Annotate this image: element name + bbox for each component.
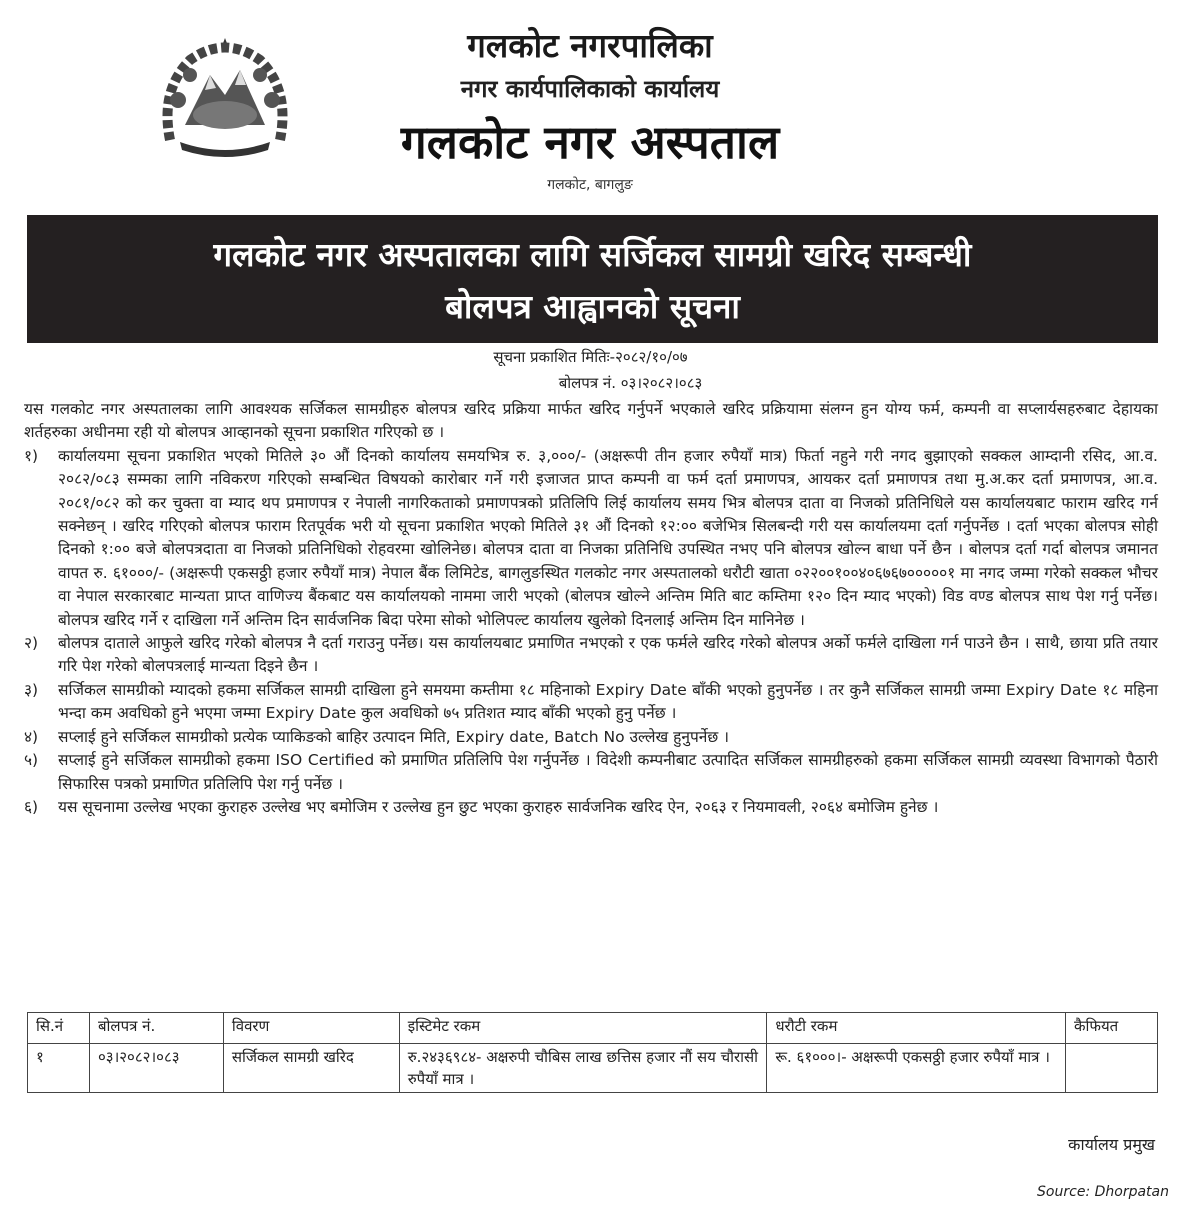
published-date: सूचना प्रकाशित मितिः-२०८२/१०/०७ xyxy=(493,348,688,366)
table-header-row xyxy=(28,1013,1158,1044)
list-item xyxy=(24,796,1158,819)
office-name: नगर कार्यपालिकाको कार्यालय xyxy=(460,75,720,103)
column-header: बोलपत्र नं. xyxy=(89,1013,223,1044)
municipality-name: गलकोट नगरपालिका xyxy=(467,26,713,65)
signatory-title: कार्यालय प्रमुख xyxy=(1068,1135,1155,1154)
address: गलकोट, बागलुङ xyxy=(547,177,633,193)
column-header: इस्टिमेट रकम xyxy=(399,1013,767,1044)
item-text: यस सूचनामा उल्लेख भएका कुराहरु उल्लेख भए बमोजिम र उल्लेख हुन छुट भएका कुराहरु सार्वजनिक खरिद ऐन, २०६३ र नियमावली, २०६४ बमोजिम हुनेछ । xyxy=(58,797,939,816)
list-item xyxy=(24,749,1158,796)
table-row xyxy=(28,1044,1158,1093)
column-header: धरौटी रकम xyxy=(767,1013,1066,1044)
notice-title-line2: बोलपत्र आह्वानको सूचना xyxy=(445,287,740,326)
bid-number: बोलपत्र नं. ०३।२०८२।०८३ xyxy=(558,374,703,392)
list-item xyxy=(24,632,1158,679)
item-number: ५) xyxy=(24,751,39,770)
item-text: सप्लाई हुने सर्जिकल सामग्रीको हकमा ISO Certified को प्रमाणित प्रतिलिपि पेश गर्नुपर्नेछ । विदेशी कम्पनीबाट उत्पादित सर्जिकल सामग्रीहरुको हकमा सर्जिकल सामग्री व्यवस्था विभागको पैठारी सिफारिस पत्रको प्रमाणित प्रतिलिपि पेश गर्नु पर्नेछ । xyxy=(58,751,1158,793)
column-header: सि.नं xyxy=(28,1013,90,1044)
item-number: ३) xyxy=(24,680,39,699)
item-number: १) xyxy=(24,446,39,465)
hospital-name: गलकोट नगर अस्पताल xyxy=(400,115,780,169)
column-header: कैफियत xyxy=(1066,1013,1158,1044)
table-cell: सर्जिकल सामग्री खरिद xyxy=(223,1044,399,1093)
list-item xyxy=(24,445,1158,632)
nepal-emblem-icon xyxy=(150,30,300,160)
table-cell xyxy=(1066,1044,1158,1093)
table-cell: १ xyxy=(28,1044,90,1093)
source-credit: Source: Dhorpatan xyxy=(1037,1184,1169,1200)
item-number: २) xyxy=(24,634,39,653)
column-header: विवरण xyxy=(223,1013,399,1044)
table-cell: रु.२४३६९८४- अक्षरुपी चौबिस लाख छत्तिस हजार नौं सय चौरासी रुपैयाँ मात्र । xyxy=(399,1044,767,1093)
item-text: कार्यालयमा सूचना प्रकाशित भएको मितिले ३० औं दिनको कार्यालय समयभित्र रु. ३,०००/- (अक्षरूपी तीन हजार रुपैयाँ मात्र) फिर्ता नहुने गरी नगद बुझाएको सक्कल आम्दानी रसिद, आ.व. २०८२/०८३ सम्मका लागि नविकरण गरिएको सम्बन्धित विषयको कारोबार गर्ने गरी इजाजत प्राप्त कम्पनी वा फर्म दर्ता प्रमाणपत्र, आयकर दर्ता प्रमाणपत्र तथा मु.अ.कर दर्ता प्रमाणपत्र, आ.व. २०८१/०८२ को कर चुक्ता वा म्याद थप प्रमाणपत्र र नेपाली नागरिकताको प्रमाणपत्रको प्रतिलिपि लिई कार्यालय समय भित्र बोलपत्र दाता वा निजको प्रतिनिधिले यस कार्यालयबाट फाराम खरिद गर्न सक्नेछन् । खरिद गरिएको बोलपत्र फाराम रितपूर्वक भरी यो सूचना प्रकाशित भएको मितिले ३१ औं दिनको १२:०० बजेभित्र सिलबन्दी गरी यस कार्यालयमा दर्ता गर्नुपर्नेछ । दर्ता भएका बोलपत्र सोही दिनको १:०० बजे बोलपत्रदाता वा निजको प्रतिनिधिको रोहवरमा खोलिनेछ। बोलपत्र दाता वा निजका प्रतिनिधि उपस्थित नभए पनि बोलपत्र खोल्न बाधा पर्ने छैन । बोलपत्र दर्ता गर्दा बोलपत्र जमानत वापत रु. ६१०००/- (अक्षरूपी एकसठ्ठी हजार रुपैयाँ मात्र) नेपाल बैंक लिमिटेड, बागलुङस्थित गलकोट नगर अस्पतालको धरौटी खाता ०२२००१००४०६७६७०००००१ मा नगद जम्मा गरेको सक्कल भौचर वा नेपाल सरकारबाट मान्यता प्राप्त वाणिज्य बैंकबाट यस कार्यालयको नाममा जारी भएको (बोलपत्र खोल्ने अन्तिम मिति बाट कम्तिमा १२० दिन म्याद भएको) विड वण्ड बोलपत्र साथ पेश गर्नु पर्नेछ। बोलपत्र खरिद गर्ने र दाखिला गर्ने अन्तिम दिन सार्वजनिक बिदा परेमा सोको भोलिपल्ट कार्यालय खुलेको दिनलाई अन्तिम दिन मानिनेछ । xyxy=(58,446,1158,629)
list-item xyxy=(24,726,1158,749)
bid-table xyxy=(27,1012,1158,1093)
notice-title-line1: गलकोट नगर अस्पतालका लागि सर्जिकल सामग्री खरिद सम्बन्धी xyxy=(213,235,972,274)
notice-body xyxy=(24,398,1158,819)
notice-title-banner xyxy=(27,215,1158,343)
item-text: सप्लाई हुने सर्जिकल सामग्रीको प्रत्येक प्याकिङको बाहिर उत्पादन मिति, Expiry date, Batch No उल्लेख हुनुपर्नेछ । xyxy=(58,727,730,746)
item-number: ४) xyxy=(24,727,39,746)
item-number: ६) xyxy=(24,797,39,816)
item-text: बोलपत्र दाताले आफुले खरिद गरेको बोलपत्र नै दर्ता गराउनु पर्नेछ। यस कार्यालयबाट प्रमाणित नभएको र एक फर्मले खरिद गरेको बोलपत्र अर्को फर्मले दाखिला गर्न पाउने छैन । साथै, छाया प्रति तयार गरि पेश गरेको बोलपत्रलाई मान्यता दिइने छैन । xyxy=(58,634,1158,676)
table-cell: रू. ६१०००।- अक्षरूपी एकसठ्ठी हजार रुपैयाँ मात्र । xyxy=(767,1044,1066,1093)
letterhead xyxy=(0,0,1181,215)
item-text: सर्जिकल सामग्रीको म्यादको हकमा सर्जिकल सामग्री दाखिला हुने समयमा कम्तीमा १८ महिनाको Expiry Date बाँकी भएको हुनुपर्नेछ । तर कुनै सर्जिकल सामग्री जम्मा Expiry Date १८ महिना भन्दा कम अवधिको हुने भएमा जम्मा Expiry Date कुल अवधिको ७५ प्रतिशत म्याद बाँकी भएको हुनु पर्नेछ । xyxy=(58,680,1158,723)
table-cell: ०३।२०८२।०८३ xyxy=(89,1044,223,1093)
list-item xyxy=(24,679,1158,726)
intro-paragraph: यस गलकोट नगर अस्पतालका लागि आवश्यक सर्जिकल सामग्रीहरु बोलपत्र खरिद प्रक्रिया मार्फत खरिद गर्नुपर्ने भएकाले खरिद प्रक्रियामा संलग्न हुन योग्य फर्म, कम्पनी वा सप्लार्यसहरुबाट देहायका शर्तहरुका अधीनमा रही यो बोलपत्र आव्हानको सूचना प्रकाशित गरिएको छ । xyxy=(24,400,1158,442)
